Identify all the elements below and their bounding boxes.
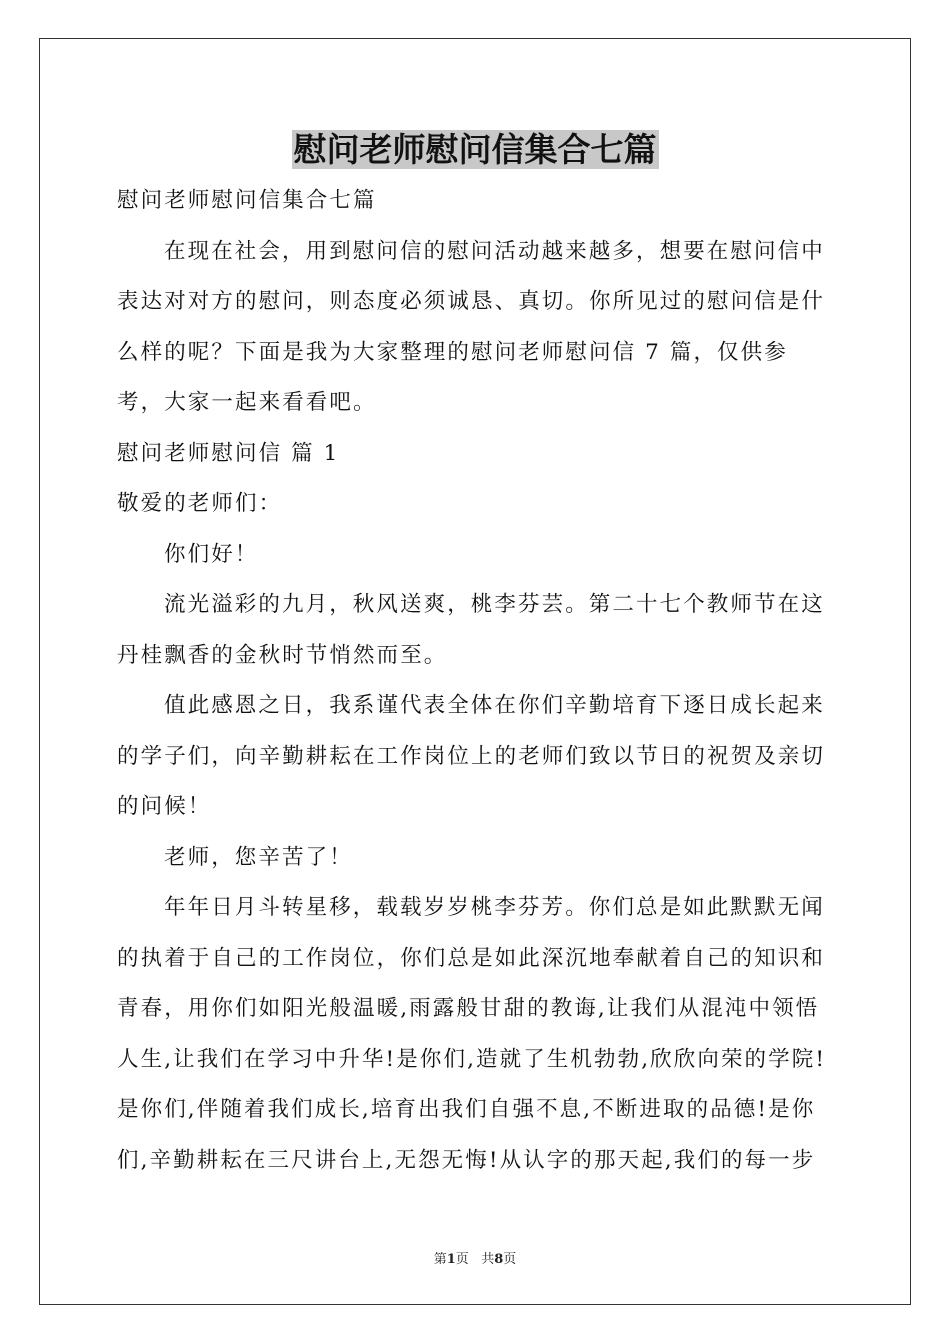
document-body [117, 176, 835, 1186]
body-paragraph: 流光溢彩的九月，秋风送爽，桃李芬芸。第二十七个教师节在这丹桂飘香的金秋时节悄然而至。 [117, 592, 825, 668]
greeting: 你们好！ [164, 541, 259, 567]
body-paragraph: 年年日月斗转星移，载载岁岁桃李芬芳。你们总是如此默默无闻的执着于自己的工作岗位，你们总是如此深沉地奉献着自己的知识和青春，用你们如阳光般温暖,雨露般甘甜的教诲,让我们从混沌中领悟人生,让我们在学习中升华!是你们,造就了生机勃勃,欣欣向荣的学院!是你们,伴随着我们成长,培育出我们自强不息,不断进取的品德!是你们,辛勤耕耘在三尺讲台上,无怨无悔!从认字的那天起,我们的每一步 [117, 895, 827, 1173]
intro-paragraph: 在现在社会，用到慰问信的慰问活动越来越多，想要在慰问信中表达对对方的慰问，则态度必须诚恳、真切。你所见过的慰问信是什么样的呢？下面是我为大家整理的慰问老师慰问信 7 篇，仅供参考，大家一起来看看吧。 [117, 238, 826, 415]
title-highlight: 慰问老师慰问信集合七篇 [293, 130, 657, 169]
page-mid: 页 共 [455, 1252, 495, 1267]
total-page-number: 8 [494, 1252, 504, 1267]
salutation: 敬爱的老师们： [117, 491, 283, 516]
body-paragraph: 老师，您辛苦了！ [164, 844, 353, 870]
current-page-number: 1 [446, 1252, 456, 1267]
page-prefix: 第 [433, 1252, 447, 1267]
subtitle: 慰问老师慰问信集合七篇 [117, 188, 377, 213]
page-suffix: 页 [503, 1252, 517, 1267]
page-footer [0, 1248, 950, 1267]
section-heading: 慰问老师慰问信 篇 1 [117, 440, 340, 466]
body-paragraph: 值此感恩之日，我系谨代表全体在你们辛勤培育下逐日成长起来的学子们，向辛勤耕耘在工作岗位上的老师们致以节日的祝贺及亲切的问候！ [117, 693, 826, 819]
document-title [0, 128, 950, 172]
